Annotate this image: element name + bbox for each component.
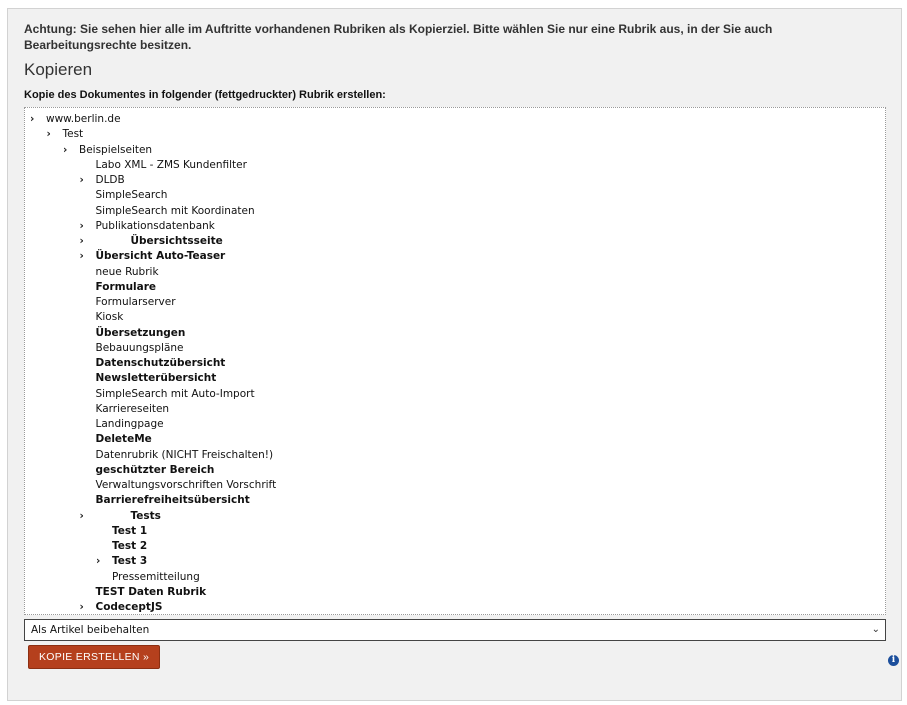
tree-item[interactable] <box>96 387 255 402</box>
chevron-right-icon[interactable]: › <box>63 143 68 156</box>
tree-item-label[interactable]: Bebauungspläne <box>95 341 184 354</box>
tree-item-label[interactable]: Publikationsdatenbank <box>95 219 215 232</box>
tree-item-label[interactable]: TEST Daten Rubrik <box>95 585 207 598</box>
chevron-down-icon: ⌄ <box>871 624 880 635</box>
tree-item-label[interactable]: Übersichtsseite <box>130 235 223 247</box>
tree-item-label[interactable]: Test <box>62 128 84 141</box>
tree-item-label[interactable]: Übersicht Auto-Teaser <box>95 250 226 263</box>
chevron-right-icon[interactable]: › <box>79 250 84 263</box>
tree-item[interactable] <box>112 570 200 585</box>
tree-item-label[interactable]: Labo XML - ZMS Kundenfilter <box>95 158 247 171</box>
tree-item[interactable] <box>96 371 217 386</box>
tree-item[interactable] <box>80 173 125 188</box>
tree-item[interactable] <box>112 524 147 539</box>
tree-item[interactable] <box>96 463 215 478</box>
chevron-right-icon[interactable]: › <box>96 555 101 568</box>
tree-item-label[interactable]: DeleteMe <box>95 433 152 446</box>
tree-item[interactable] <box>96 326 186 341</box>
tree-item[interactable] <box>96 478 277 493</box>
tree-item-label[interactable]: Kiosk <box>95 311 124 324</box>
tree-item-label[interactable]: Test 1 <box>112 524 148 537</box>
tree-item-label[interactable]: geschützter Bereich <box>95 463 215 476</box>
copy-mode-select[interactable] <box>24 619 886 641</box>
tree-item[interactable] <box>30 112 121 127</box>
tree-item-label[interactable]: Tests <box>130 509 161 522</box>
tree-item[interactable] <box>80 600 163 615</box>
tree-item[interactable] <box>80 234 223 249</box>
tree-item-label[interactable]: SimpleSearch <box>95 189 168 202</box>
tree-item[interactable] <box>96 188 168 203</box>
create-copy-button[interactable]: KOPIE ERSTELLEN » <box>28 645 160 669</box>
copy-panel <box>7 8 902 701</box>
tree-item-label[interactable]: www.berlin.de <box>46 113 121 125</box>
tree-item[interactable] <box>96 417 164 432</box>
chevron-right-icon[interactable]: › <box>79 174 84 186</box>
tree-item-label[interactable]: neue Rubrik <box>95 265 159 278</box>
tree-item-label[interactable]: Formulare <box>95 280 157 293</box>
tree-item-label[interactable]: Formularserver <box>95 296 176 308</box>
tree-item[interactable] <box>96 493 250 508</box>
tree-item-label[interactable]: Datenrubrik (NICHT Freischalten!) <box>95 448 274 461</box>
tree-item[interactable] <box>96 280 157 295</box>
tree-item-label[interactable]: Pressemitteilung <box>112 570 200 583</box>
warning-text: Achtung: Sie sehen hier alle im Auftritte vorhandenen Rubriken als Kopierziel. Bitte wählen Sie nur eine Rubrik aus, in der Sie auch Bearbeitungsrechte besitzen. <box>24 22 773 52</box>
tree-item[interactable] <box>96 402 170 417</box>
tree-item-label[interactable]: Landingpage <box>95 418 164 430</box>
chevron-right-icon[interactable]: › <box>79 219 84 232</box>
tree-item-label[interactable]: CodeceptJS <box>95 601 163 613</box>
tree-item-label[interactable]: SimpleSearch mit Auto-Import <box>95 387 255 400</box>
page-title: Kopieren <box>24 60 93 79</box>
tree-item-label[interactable]: Test 3 <box>112 555 148 568</box>
tree-item[interactable] <box>96 265 159 280</box>
tree-item-label[interactable]: SimpleSearch mit Koordinaten <box>95 204 255 217</box>
tree-item-label[interactable]: DLDB <box>95 174 125 186</box>
rubric-tree[interactable] <box>24 107 886 615</box>
tree-item[interactable] <box>63 143 152 158</box>
tree-label: Kopie des Dokumentes in folgender (fettgedruckter) Rubrik erstellen: <box>24 89 386 101</box>
chevron-right-icon[interactable]: › <box>79 601 84 613</box>
chevron-right-icon[interactable]: › <box>79 509 84 522</box>
copy-mode-value: Als Artikel beibehalten <box>31 624 150 636</box>
tree-item[interactable] <box>96 204 255 219</box>
tree-item-label[interactable]: Newsletterübersicht <box>95 372 217 385</box>
tree-item[interactable] <box>96 310 124 325</box>
tree-item[interactable] <box>96 295 176 310</box>
tree-item[interactable] <box>96 554 147 569</box>
tree-item[interactable] <box>96 585 207 600</box>
tree-item[interactable] <box>96 448 274 463</box>
tree-item-label[interactable]: Test 2 <box>112 540 148 552</box>
tree-item-label[interactable]: Beispielseiten <box>79 143 153 156</box>
tree-item[interactable] <box>112 539 147 554</box>
tree-item-label[interactable]: Datenschutzübersicht <box>95 357 226 369</box>
chevron-right-icon[interactable]: › <box>46 128 51 141</box>
tree-item[interactable] <box>96 356 226 371</box>
tree-item[interactable] <box>96 432 152 447</box>
tree-item-label[interactable]: Übersetzungen <box>95 326 186 339</box>
tree-item[interactable] <box>96 341 184 356</box>
info-icon[interactable]: i <box>888 655 899 666</box>
tree-item[interactable] <box>47 127 84 142</box>
tree-item-label[interactable]: Barrierefreiheitsübersicht <box>95 494 250 507</box>
chevron-right-icon[interactable]: › <box>30 113 35 125</box>
tree-item-label[interactable]: Karriereseiten <box>95 402 170 415</box>
tree-item-label[interactable]: Verwaltungsvorschriften Vorschrift <box>95 479 277 491</box>
chevron-right-icon[interactable]: › <box>79 235 84 247</box>
tree-item[interactable] <box>80 509 161 524</box>
tree-item[interactable] <box>96 158 247 173</box>
tree-item[interactable] <box>80 249 226 264</box>
tree-item[interactable] <box>80 219 215 234</box>
